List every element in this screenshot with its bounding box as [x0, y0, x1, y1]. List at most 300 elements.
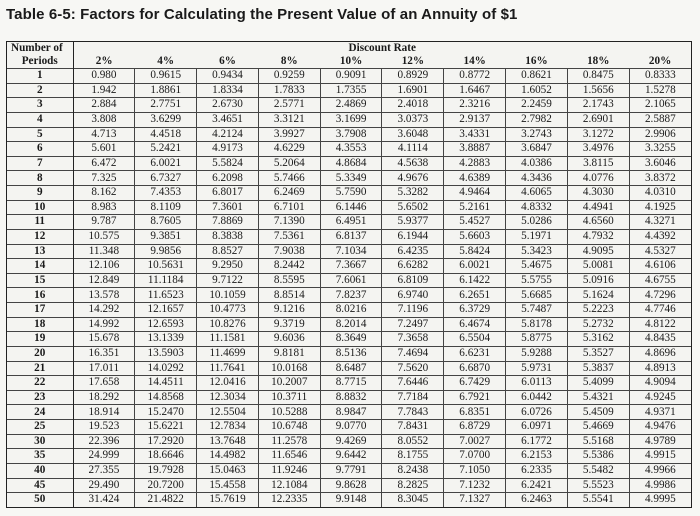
period-cell: 24: [7, 405, 73, 420]
factor-cell: 6.0113: [506, 376, 568, 391]
factor-cell: 4.4518: [135, 127, 197, 142]
factor-cell: 14.292: [73, 303, 135, 318]
factor-cell: 15.4558: [197, 478, 259, 493]
factor-cell: 9.4269: [320, 434, 382, 449]
factor-cell: 5.5755: [506, 273, 568, 288]
factor-cell: 0.9091: [320, 69, 382, 84]
factor-cell: 4.9915: [629, 449, 691, 464]
factor-cell: 4.2883: [444, 156, 506, 171]
factor-cell: 5.5168: [567, 434, 629, 449]
factor-cell: 3.6046: [629, 156, 691, 171]
period-cell: 30: [7, 434, 73, 449]
factor-cell: 1.7355: [320, 83, 382, 98]
factor-cell: 5.601: [73, 142, 135, 157]
factor-cell: 6.7101: [258, 200, 320, 215]
factor-cell: 4.9476: [629, 420, 691, 435]
factor-cell: 5.8424: [444, 244, 506, 259]
factor-cell: 12.106: [73, 259, 135, 274]
factor-cell: 9.787: [73, 215, 135, 230]
factor-cell: 11.9246: [258, 463, 320, 478]
factor-cell: 5.6603: [444, 229, 506, 244]
header-rate: 4%: [135, 55, 197, 69]
table-row: [7, 273, 691, 288]
factor-cell: 1.8861: [135, 83, 197, 98]
factor-cell: 15.2470: [135, 405, 197, 420]
factor-cell: 10.2007: [258, 376, 320, 391]
factor-cell: 5.2732: [567, 317, 629, 332]
factor-cell: 6.2469: [258, 186, 320, 201]
factor-cell: 6.2651: [444, 288, 506, 303]
factor-cell: 1.5278: [629, 83, 691, 98]
factor-cell: 12.5504: [197, 405, 259, 420]
table-row: [7, 434, 691, 449]
factor-cell: 5.4675: [506, 259, 568, 274]
table-row: [7, 259, 691, 274]
factor-cell: 12.2335: [258, 493, 320, 507]
factor-cell: 9.2950: [197, 259, 259, 274]
factor-cell: 7.7184: [382, 390, 444, 405]
factor-cell: 9.7122: [197, 273, 259, 288]
factor-cell: 8.9847: [320, 405, 382, 420]
factor-cell: 4.9789: [629, 434, 691, 449]
factor-cell: 1.6901: [382, 83, 444, 98]
factor-cell: 3.9927: [258, 127, 320, 142]
factor-cell: 3.4976: [567, 142, 629, 157]
factor-cell: 3.6299: [135, 112, 197, 127]
period-cell: 19: [7, 332, 73, 347]
factor-cell: 2.4869: [320, 98, 382, 113]
factor-cell: 14.992: [73, 317, 135, 332]
factor-cell: 3.1699: [320, 112, 382, 127]
period-cell: 35: [7, 449, 73, 464]
table-body: [7, 69, 691, 508]
factor-cell: 7.8869: [197, 215, 259, 230]
factor-cell: 2.2459: [506, 98, 568, 113]
factor-cell: 17.658: [73, 376, 135, 391]
table-row: [7, 376, 691, 391]
factor-cell: 4.1114: [382, 142, 444, 157]
factor-cell: 6.0021: [444, 259, 506, 274]
factor-cell: 9.7791: [320, 463, 382, 478]
period-cell: 11: [7, 215, 73, 230]
period-cell: 22: [7, 376, 73, 391]
table-row: [7, 449, 691, 464]
factor-cell: 4.0386: [506, 156, 568, 171]
factor-cell: 5.0286: [506, 215, 568, 230]
factor-cell: 3.8887: [444, 142, 506, 157]
table-row: [7, 361, 691, 376]
period-cell: 40: [7, 463, 73, 478]
factor-cell: 4.5327: [629, 244, 691, 259]
factor-cell: 3.808: [73, 112, 135, 127]
period-cell: 4: [7, 112, 73, 127]
factor-cell: 3.2743: [506, 127, 568, 142]
factor-cell: 6.9740: [382, 288, 444, 303]
factor-cell: 4.3553: [320, 142, 382, 157]
factor-cell: 8.7605: [135, 215, 197, 230]
factor-cell: 6.6231: [444, 346, 506, 361]
factor-cell: 2.6730: [197, 98, 259, 113]
factor-cell: 8.3649: [320, 332, 382, 347]
factor-cell: 4.9245: [629, 390, 691, 405]
factor-cell: 8.6487: [320, 361, 382, 376]
factor-cell: 6.0971: [506, 420, 568, 435]
factor-cell: 1.6052: [506, 83, 568, 98]
table-row: [7, 244, 691, 259]
factor-cell: 4.8913: [629, 361, 691, 376]
factor-cell: 7.5620: [382, 361, 444, 376]
factor-cell: 0.9434: [197, 69, 259, 84]
factor-cell: 3.6847: [506, 142, 568, 157]
factor-cell: 4.6389: [444, 171, 506, 186]
factor-cell: 5.9731: [506, 361, 568, 376]
period-cell: 17: [7, 303, 73, 318]
factor-cell: 4.0310: [629, 186, 691, 201]
factor-cell: 8.2438: [382, 463, 444, 478]
factor-cell: 7.5361: [258, 229, 320, 244]
factor-cell: 6.5504: [444, 332, 506, 347]
factor-cell: 10.0168: [258, 361, 320, 376]
table-row: [7, 332, 691, 347]
factor-cell: 5.1971: [506, 229, 568, 244]
factor-cell: 8.3045: [382, 493, 444, 507]
factor-cell: 7.4694: [382, 346, 444, 361]
table-row: [7, 83, 691, 98]
factor-cell: 7.3667: [320, 259, 382, 274]
factor-cell: 9.6442: [320, 449, 382, 464]
period-cell: 21: [7, 361, 73, 376]
factor-cell: 2.5887: [629, 112, 691, 127]
factor-cell: 3.4331: [444, 127, 506, 142]
factor-cell: 5.5523: [567, 478, 629, 493]
factor-cell: 4.6560: [567, 215, 629, 230]
factor-cell: 6.8017: [197, 186, 259, 201]
factor-cell: 7.1327: [444, 493, 506, 507]
table-row: [7, 405, 691, 420]
factor-cell: 0.8333: [629, 69, 691, 84]
factor-cell: 2.1065: [629, 98, 691, 113]
factor-cell: 6.4951: [320, 215, 382, 230]
factor-cell: 7.8237: [320, 288, 382, 303]
factor-cell: 4.9676: [382, 171, 444, 186]
factor-cell: 7.6446: [382, 376, 444, 391]
factor-cell: 6.1944: [382, 229, 444, 244]
factor-cell: 7.1050: [444, 463, 506, 478]
factor-cell: 6.1772: [506, 434, 568, 449]
factor-cell: 6.8109: [382, 273, 444, 288]
factor-cell: 2.4018: [382, 98, 444, 113]
factor-cell: 5.4099: [567, 376, 629, 391]
factor-cell: 6.2098: [197, 171, 259, 186]
factor-cell: 6.7327: [135, 171, 197, 186]
factor-cell: 5.2161: [444, 200, 506, 215]
factor-cell: 17.011: [73, 361, 135, 376]
factor-cell: 9.8181: [258, 346, 320, 361]
table-row: [7, 390, 691, 405]
factor-cell: 5.3162: [567, 332, 629, 347]
factor-cell: 18.292: [73, 390, 135, 405]
factor-cell: 5.2421: [135, 142, 197, 157]
factor-cell: 14.8568: [135, 390, 197, 405]
factor-cell: 5.8775: [506, 332, 568, 347]
factor-cell: 8.2442: [258, 259, 320, 274]
factor-cell: 7.325: [73, 171, 135, 186]
factor-cell: 4.8696: [629, 346, 691, 361]
period-cell: 45: [7, 478, 73, 493]
factor-cell: 13.1339: [135, 332, 197, 347]
factor-cell: 6.0021: [135, 156, 197, 171]
header-rate: 12%: [382, 55, 444, 69]
factor-cell: 5.5541: [567, 493, 629, 507]
factor-cell: 9.8628: [320, 478, 382, 493]
factor-cell: 4.4392: [629, 229, 691, 244]
factor-cell: 8.0216: [320, 303, 382, 318]
factor-cell: 7.1196: [382, 303, 444, 318]
table-row: [7, 156, 691, 171]
factor-cell: 27.355: [73, 463, 135, 478]
factor-cell: 4.9094: [629, 376, 691, 391]
header-periods: Periods: [7, 55, 73, 69]
factor-cell: 18.6646: [135, 449, 197, 464]
factor-cell: 12.1084: [258, 478, 320, 493]
factor-cell: 6.6282: [382, 259, 444, 274]
factor-cell: 0.9615: [135, 69, 197, 84]
factor-cell: 0.9259: [258, 69, 320, 84]
factor-cell: 1.5656: [567, 83, 629, 98]
factor-cell: 5.4669: [567, 420, 629, 435]
factor-cell: 5.7466: [258, 171, 320, 186]
factor-cell: 3.6048: [382, 127, 444, 142]
factor-cell: 5.5824: [197, 156, 259, 171]
factor-cell: 21.4822: [135, 493, 197, 507]
factor-cell: 5.3282: [382, 186, 444, 201]
factor-cell: 3.7908: [320, 127, 382, 142]
factor-cell: 2.1743: [567, 98, 629, 113]
factor-cell: 11.2578: [258, 434, 320, 449]
factor-cell: 7.1034: [320, 244, 382, 259]
factor-cell: 4.7296: [629, 288, 691, 303]
factor-cell: 6.4235: [382, 244, 444, 259]
factor-cell: 10.6748: [258, 420, 320, 435]
factor-cell: 15.0463: [197, 463, 259, 478]
factor-cell: 6.2153: [506, 449, 568, 464]
factor-cell: 10.5631: [135, 259, 197, 274]
factor-cell: 8.162: [73, 186, 135, 201]
factor-cell: 7.3601: [197, 200, 259, 215]
table-row: [7, 317, 691, 332]
factor-cell: 15.6221: [135, 420, 197, 435]
header-rate: 14%: [444, 55, 506, 69]
factor-cell: 5.6685: [506, 288, 568, 303]
factor-cell: 11.7641: [197, 361, 259, 376]
factor-cell: 4.2124: [197, 127, 259, 142]
factor-cell: 5.2223: [567, 303, 629, 318]
header-rate: 20%: [629, 55, 691, 69]
factor-cell: 5.4527: [444, 215, 506, 230]
factor-cell: 11.6523: [135, 288, 197, 303]
factor-cell: 12.849: [73, 273, 135, 288]
period-cell: 13: [7, 244, 73, 259]
factor-cell: 9.3851: [135, 229, 197, 244]
factor-cell: 2.884: [73, 98, 135, 113]
factor-cell: 0.8929: [382, 69, 444, 84]
header-number-of: Number of: [7, 42, 73, 55]
factor-cell: 6.2421: [506, 478, 568, 493]
period-cell: 50: [7, 493, 73, 507]
annuity-factor-grid: [7, 42, 691, 507]
factor-cell: 4.9966: [629, 463, 691, 478]
header-discount-rate: Discount Rate: [348, 41, 416, 54]
table-row: [7, 186, 691, 201]
factor-cell: 7.2497: [382, 317, 444, 332]
factor-cell: 8.8514: [258, 288, 320, 303]
factor-cell: 5.9288: [506, 346, 568, 361]
factor-cell: 5.3837: [567, 361, 629, 376]
factor-cell: 7.0700: [444, 449, 506, 464]
factor-cell: 10.1059: [197, 288, 259, 303]
factor-cell: 12.7834: [197, 420, 259, 435]
factor-cell: 4.0776: [567, 171, 629, 186]
factor-cell: 0.8475: [567, 69, 629, 84]
factor-cell: 2.5771: [258, 98, 320, 113]
factor-cell: 6.0442: [506, 390, 568, 405]
factor-cell: 6.8351: [444, 405, 506, 420]
factor-cell: 6.8729: [444, 420, 506, 435]
table-row: [7, 346, 691, 361]
factor-cell: 4.7932: [567, 229, 629, 244]
factor-cell: 5.0081: [567, 259, 629, 274]
factor-cell: 4.8435: [629, 332, 691, 347]
period-cell: 5: [7, 127, 73, 142]
factor-cell: 7.3658: [382, 332, 444, 347]
factor-cell: 3.8372: [629, 171, 691, 186]
factor-cell: 14.0292: [135, 361, 197, 376]
factor-cell: 16.351: [73, 346, 135, 361]
factor-cell: 4.9464: [444, 186, 506, 201]
factor-cell: 4.6229: [258, 142, 320, 157]
table-row: [7, 98, 691, 113]
factor-cell: 5.5482: [567, 463, 629, 478]
factor-cell: 5.5386: [567, 449, 629, 464]
table-row: [7, 229, 691, 244]
factor-cell: 6.6870: [444, 361, 506, 376]
factor-cell: 7.0027: [444, 434, 506, 449]
factor-cell: 19.7928: [135, 463, 197, 478]
factor-cell: 8.5136: [320, 346, 382, 361]
factor-cell: 7.1390: [258, 215, 320, 230]
factor-cell: 2.7751: [135, 98, 197, 113]
period-cell: 1: [7, 69, 73, 84]
factor-cell: 9.9148: [320, 493, 382, 507]
period-cell: 14: [7, 259, 73, 274]
factor-cell: 7.7843: [382, 405, 444, 420]
factor-cell: 6.7921: [444, 390, 506, 405]
factor-cell: 4.3271: [629, 215, 691, 230]
header-rate: 10%: [320, 55, 382, 69]
header-rate: 16%: [506, 55, 568, 69]
factor-cell: 5.4509: [567, 405, 629, 420]
factor-cell: 8.1109: [135, 200, 197, 215]
factor-cell: 11.6546: [258, 449, 320, 464]
factor-cell: 18.914: [73, 405, 135, 420]
factor-cell: 15.678: [73, 332, 135, 347]
factor-cell: 8.2825: [382, 478, 444, 493]
table-row: [7, 215, 691, 230]
factor-cell: 22.396: [73, 434, 135, 449]
period-cell: 3: [7, 98, 73, 113]
period-cell: 12: [7, 229, 73, 244]
factor-cell: 4.3436: [506, 171, 568, 186]
factor-cell: 3.0373: [382, 112, 444, 127]
factor-cell: 8.8527: [197, 244, 259, 259]
factor-cell: 2.9137: [444, 112, 506, 127]
factor-cell: 13.578: [73, 288, 135, 303]
factor-cell: 12.0416: [197, 376, 259, 391]
factor-cell: 5.7590: [320, 186, 382, 201]
factor-cell: 12.3034: [197, 390, 259, 405]
factor-cell: 4.5638: [382, 156, 444, 171]
period-cell: 8: [7, 171, 73, 186]
factor-cell: 6.1422: [444, 273, 506, 288]
factor-cell: 10.575: [73, 229, 135, 244]
table-row: [7, 303, 691, 318]
factor-cell: 8.983: [73, 200, 135, 215]
factor-cell: 7.9038: [258, 244, 320, 259]
table-row: [7, 171, 691, 186]
header-rate: 2%: [73, 55, 135, 69]
factor-cell: 6.472: [73, 156, 135, 171]
factor-cell: 4.9095: [567, 244, 629, 259]
table-row: [7, 200, 691, 215]
factor-cell: 9.1216: [258, 303, 320, 318]
factor-cell: 4.9173: [197, 142, 259, 157]
factor-cell: 20.7200: [135, 478, 197, 493]
factor-cell: 4.713: [73, 127, 135, 142]
period-cell: 6: [7, 142, 73, 157]
factor-cell: 5.3423: [506, 244, 568, 259]
factor-cell: 19.523: [73, 420, 135, 435]
table-row: [7, 463, 691, 478]
factor-cell: 0.8772: [444, 69, 506, 84]
factor-cell: 9.6036: [258, 332, 320, 347]
factor-cell: 6.3729: [444, 303, 506, 318]
table-row: [7, 420, 691, 435]
table-row: [7, 127, 691, 142]
factor-cell: 5.3527: [567, 346, 629, 361]
factor-cell: 8.1755: [382, 449, 444, 464]
table-row: [7, 112, 691, 127]
factor-cell: 11.348: [73, 244, 135, 259]
factor-cell: 6.2463: [506, 493, 568, 507]
factor-cell: 1.6467: [444, 83, 506, 98]
table-title: Table 6-5: Factors for Calculating the Present Value of an Annuity of $1: [6, 6, 518, 23]
factor-cell: 3.3121: [258, 112, 320, 127]
factor-cell: 6.7429: [444, 376, 506, 391]
period-cell: 10: [7, 200, 73, 215]
header-rate: 18%: [567, 55, 629, 69]
factor-cell: 8.0552: [382, 434, 444, 449]
header-rate: 8%: [258, 55, 320, 69]
factor-cell: 4.8332: [506, 200, 568, 215]
factor-cell: 4.1925: [629, 200, 691, 215]
factor-cell: 8.5595: [258, 273, 320, 288]
period-cell: 18: [7, 317, 73, 332]
factor-cell: 29.490: [73, 478, 135, 493]
factor-cell: 5.9377: [382, 215, 444, 230]
factor-cell: 8.2014: [320, 317, 382, 332]
factor-cell: 10.8276: [197, 317, 259, 332]
factor-cell: 12.1657: [135, 303, 197, 318]
